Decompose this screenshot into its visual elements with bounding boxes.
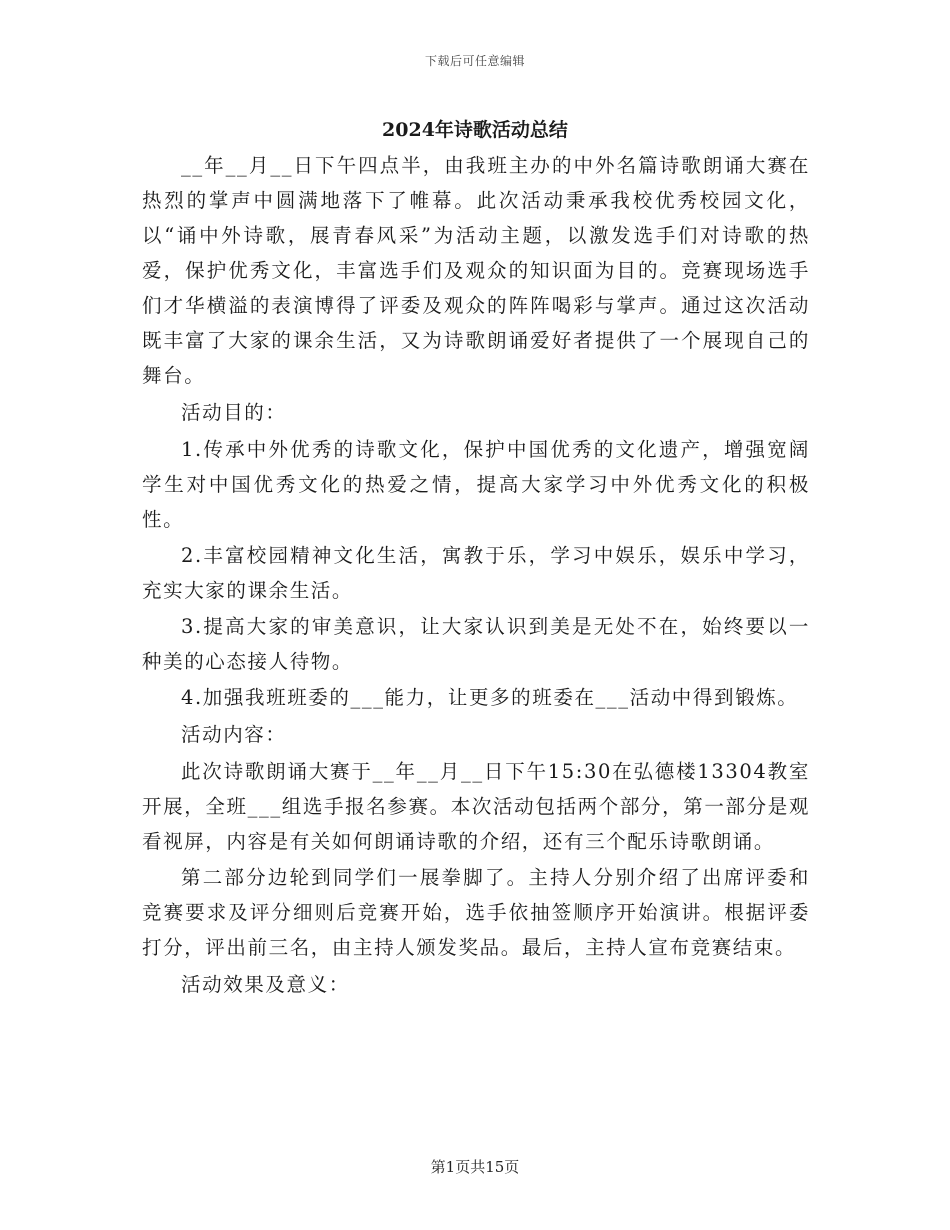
document-body <box>142 148 810 1004</box>
section-heading-content: 活动内容： <box>181 723 287 746</box>
page-number: 第1页共15页 <box>430 1158 520 1176</box>
content-paragraph-1: 此次诗歌朗诵大赛于__年__月__日下午15:30在弘德楼13304教室开展，全班___组选手报名参赛。本次活动包括两个部分，第一部分是观看视屏，内容是有关如何朗诵诗歌的介绍，还有三个配乐诗歌朗诵。 <box>142 760 810 853</box>
content-paragraph-2: 第二部分边轮到同学们一展拳脚了。主持人分别介绍了出席评委和竞赛要求及评分细则后竞赛开始，选手依抽签顺序开始演讲。根据评委打分，评出前三名，由主持人颁发奖品。最后，主持人宣布竞赛结束。 <box>142 866 810 959</box>
purpose-item-1: 1.传承中外优秀的诗歌文化，保护中国优秀的文化遗产，增强宽阔学生对中国优秀文化的热爱之情，提高大家学习中外优秀文化的积极性。 <box>142 438 810 531</box>
section-heading-purpose: 活动目的： <box>181 401 287 424</box>
purpose-item-3: 3.提高大家的审美意识，让大家认识到美是无处不在，始终要以一种美的心态接人待物。 <box>142 615 810 673</box>
purpose-item-2: 2.丰富校园精神文化生活，寓教于乐，学习中娱乐，娱乐中学习，充实大家的课余生活。 <box>142 544 810 602</box>
purpose-item-4: 4.加强我班班委的___能力，让更多的班委在___活动中得到锻炼。 <box>181 686 799 709</box>
page-header-note: 下载后可任意编辑 <box>424 54 525 68</box>
document-title: 2024年诗歌活动总结 <box>382 119 568 141</box>
section-heading-effect: 活动效果及意义： <box>181 973 350 996</box>
intro-paragraph: __年__月__日下午四点半，由我班主办的中外名篇诗歌朗诵大赛在热烈的掌声中圆满地落下了帷幕。此次活动秉承我校优秀校园文化，以“诵中外诗歌，展青春风采”为活动主题，以激发选手们对诗歌的热爱，保护优秀文化，丰富选手们及观众的知识面为目的。竞赛现场选手们才华横溢的表演博得了评委及观众的阵阵喝彩与掌声。通过这次活动既丰富了大家的课余生活，又为诗歌朗诵爱好者提供了一个展现自己的舞台。 <box>142 154 810 387</box>
